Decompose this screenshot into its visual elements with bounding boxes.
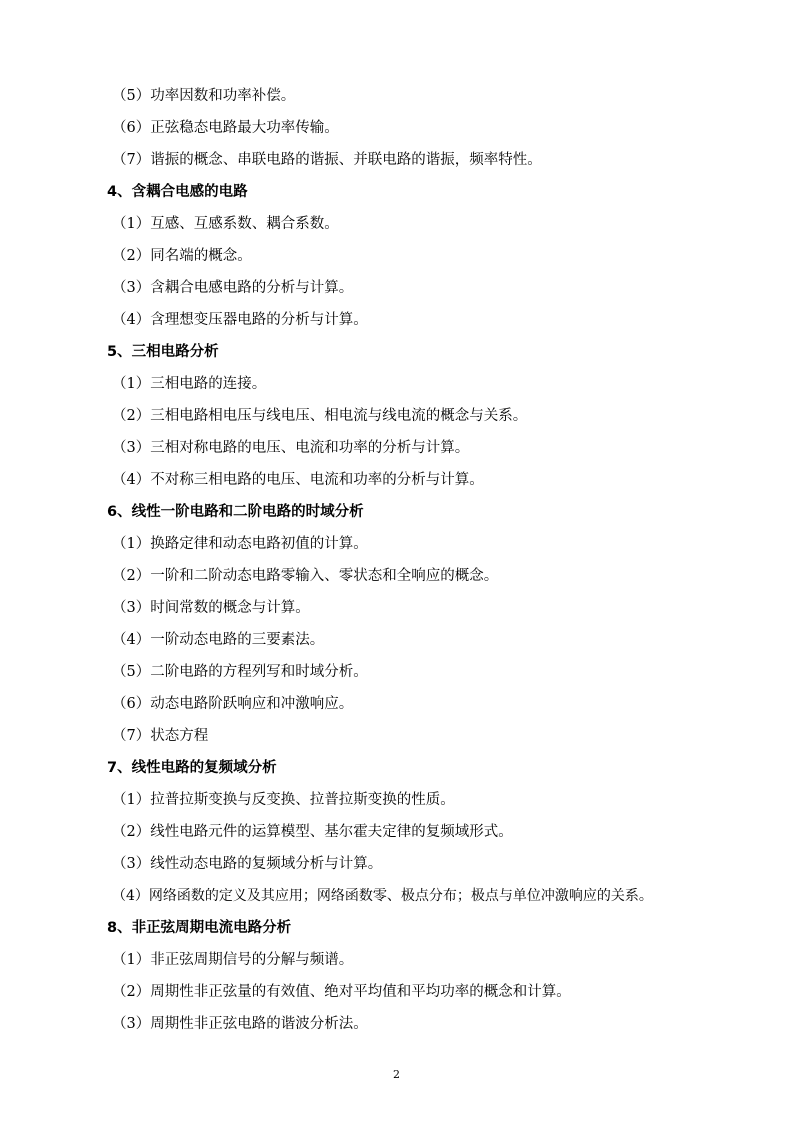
page-number: 2 <box>393 1068 400 1081</box>
section-heading: 5、三相电路分析 <box>107 344 219 360</box>
list-item: （1）换路定律和动态电路初值的计算。 <box>112 536 368 552</box>
list-item: （6）正弦稳态电路最大功率传输。 <box>112 120 339 136</box>
list-item: （2）线性电路元件的运算模型、基尔霍夫定律的复频域形式。 <box>112 824 513 840</box>
list-item: （2）一阶和二阶动态电路零输入、零状态和全响应的概念。 <box>112 568 499 584</box>
list-item: （3）周期性非正弦电路的谐波分析法。 <box>112 1016 368 1032</box>
section-heading: 6、线性一阶电路和二阶电路的时域分析 <box>107 504 364 520</box>
list-item: （5）二阶电路的方程列写和时域分析。 <box>112 664 368 680</box>
list-item: （2）三相电路相电压与线电压、相电流与线电流的概念与关系。 <box>112 408 528 424</box>
list-item: （3）线性动态电路的复频域分析与计算。 <box>112 856 383 872</box>
list-item: （2）同名端的概念。 <box>112 248 252 264</box>
list-item: （7）状态方程 <box>112 728 209 744</box>
list-item: （1）拉普拉斯变换与反变换、拉普拉斯变换的性质。 <box>112 792 455 808</box>
list-item: （3）含耦合电感电路的分析与计算。 <box>112 280 354 296</box>
list-item: （4）一阶动态电路的三要素法。 <box>112 632 325 648</box>
list-item: （2）周期性非正弦量的有效值、绝对平均值和平均功率的概念和计算。 <box>112 984 571 1000</box>
list-item: （1）互感、互感系数、耦合系数。 <box>112 216 339 232</box>
section-heading: 4、含耦合电感的电路 <box>107 184 248 200</box>
list-item: （3）三相对称电路的电压、电流和功率的分析与计算。 <box>112 440 470 456</box>
list-item: （5）功率因数和功率补偿。 <box>112 88 296 104</box>
list-item: （6）动态电路阶跃响应和冲激响应。 <box>112 696 354 712</box>
section-heading: 8、非正弦周期电流电路分析 <box>107 920 292 936</box>
list-item: （4）含理想变压器电路的分析与计算。 <box>112 312 368 328</box>
list-item: （4）不对称三相电路的电压、电流和功率的分析与计算。 <box>112 472 484 488</box>
list-item: （3）时间常数的概念与计算。 <box>112 600 310 616</box>
list-item: （1）三相电路的连接。 <box>112 376 267 392</box>
list-item: （4）网络函数的定义及其应用；网络函数零、极点分布；极点与单位冲激响应的关系。 <box>112 888 653 904</box>
list-item: （1）非正弦周期信号的分解与频谱。 <box>112 952 354 968</box>
list-item: （7）谐振的概念、串联电路的谐振、并联电路的谐振，频率特性。 <box>112 152 542 168</box>
section-heading: 7、线性电路的复频域分析 <box>107 760 277 776</box>
